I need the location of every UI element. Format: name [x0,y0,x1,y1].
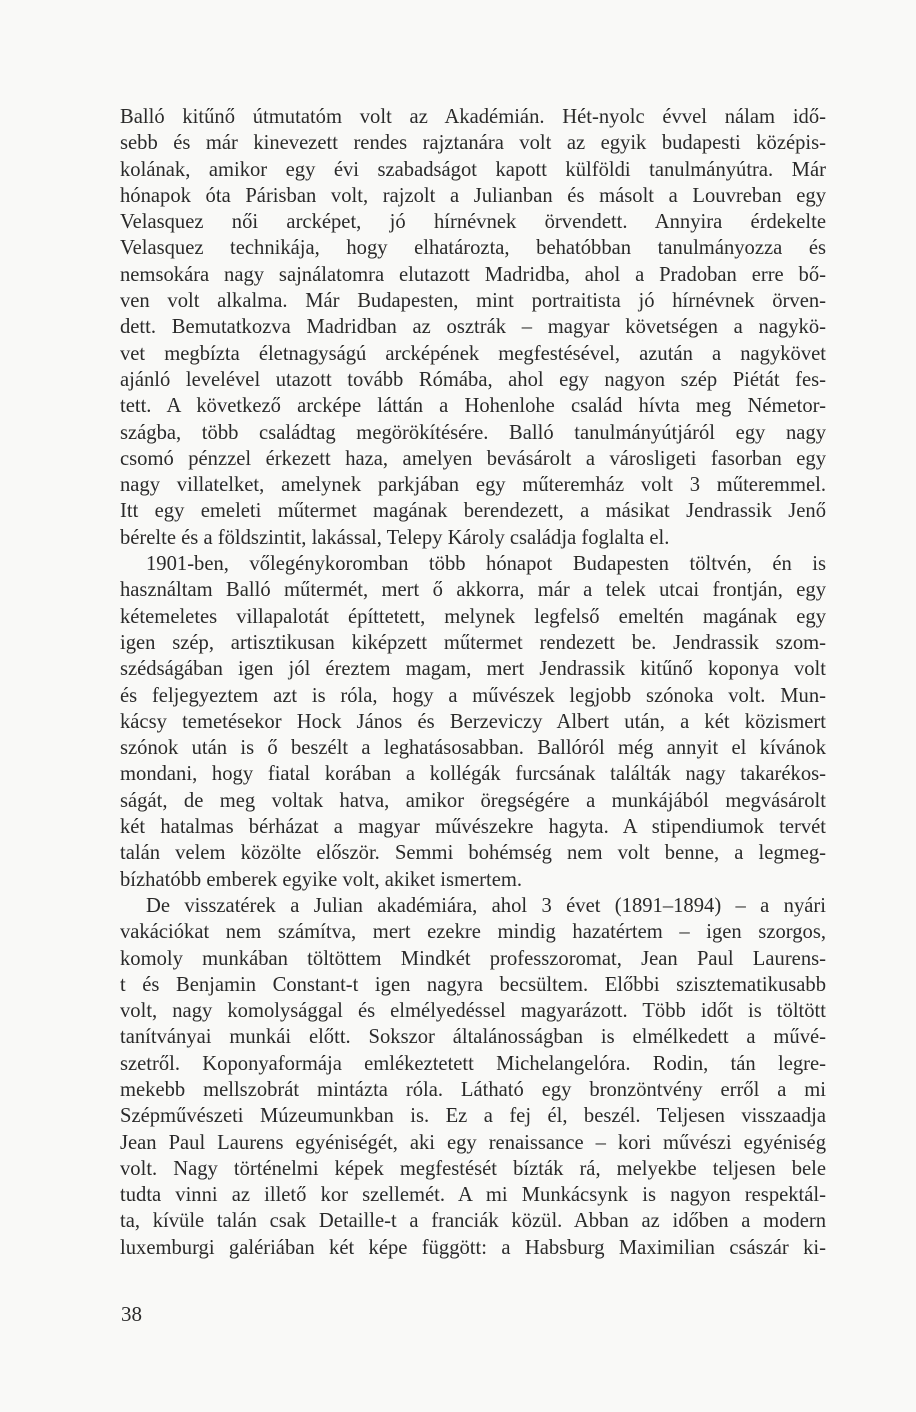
text-line: talán velem közölte először. Semmi bohémség nem volt benne, a legmeg- [120,842,826,865]
text-line: Jean Paul Laurens egyéniségét, aki egy renaissance – kori művészi egyéniség [120,1131,826,1154]
text-line: nemsokára nagy sajnálatomra elutazott Madridba, ahol a Pradoban erre bő- [120,263,826,286]
text-line: t és Benjamin Constant-t igen nagyra becsültem. Előbbi szisztematikusabb [120,973,826,996]
text-line: csomó pénzzel érkezett haza, amelyen bevásárolt a városligeti fasorban egy [120,447,826,470]
text-line: vet megbízta életnagyságú arcképének megfestésével, azután a nagykövet [120,342,826,365]
text-line: tett. A következő arcképe láttán a Hohenlohe család hívta meg Németor- [120,395,826,418]
text-line: két hatalmas bérházat a magyar művészekre hagyta. A stipendiumok tervét [120,816,826,839]
text-line: volt, nagy komolysággal és elmélyedéssel magyarázott. Több időt is töltött [120,1000,826,1023]
text-line: volt. Nagy történelmi képek megfestését bízták rá, melyekbe teljesen bele [120,1157,826,1180]
text-line: nagy villatelket, amelynek parkjában egy műteremház volt 3 műteremmel. [120,474,826,497]
text-line: komoly munkában töltöttem Mindkét professzoromat, Jean Paul Laurens- [120,947,826,970]
text-line: bérelte és a földszintit, lakással, Telepy Károly családja foglalta el. [120,526,670,549]
page-text-block [120,104,826,1261]
text-line: ságát, de meg voltak hatva, amikor öregségére a munkájából megvásárolt [120,789,826,812]
text-line: szágba, több családtag megörökítésére. Balló tanulmányútjáról egy nagy [120,421,826,444]
text-line: szónok után is ő beszélt a leghatásosabban. Ballóról még annyit el kívánok [120,737,826,760]
text-line: szédságában igen jól éreztem magam, mert Jendrassik kitűnő koponya volt [120,658,826,681]
text-line: Velasquez női arcképet, jó hírnévnek örvendett. Annyira érdekelte [120,211,826,234]
text-line: vakációkat nem számítva, mert ezekre mindig hazatértem – igen szorgos, [120,921,826,944]
text-line: ven volt alkalma. Már Budapesten, mint portraitista jó hírnévnek örven- [120,290,826,313]
text-line: mekebb mellszobrát mintázta róla. Látható egy bronzöntvény erről a mi [120,1078,826,1101]
text-line: Itt egy emeleti műtermet magának berendezett, a másikat Jendrassik Jenő [120,500,826,523]
text-line: kácsy temetésekor Hock János és Berzeviczy Albert után, a két közismert [120,710,826,733]
text-line: mondani, hogy fiatal korában a kollégák furcsának találták nagy takarékos- [120,763,826,786]
text-line: De visszatérek a Julian akadémiára, ahol 3 évet (1891–1894) – a nyári [146,894,826,917]
text-line: luxemburgi galériában két képe függött: a Habsburg Maximilian császár ki- [120,1236,826,1259]
text-line: ajánló levelével utazott tovább Rómába, ahol egy nagyon szép Piétát fes- [120,368,826,391]
text-line: ta, kívüle talán csak Detaille-t a franciák közül. Abban az időben a modern [120,1210,826,1233]
text-line: és feljegyeztem azt is róla, hogy a művészek legjobb szónoka volt. Mun- [120,684,826,707]
text-line: szetről. Koponyaformája emlékeztetett Michelangelóra. Rodin, tán legre- [120,1052,826,1075]
paragraph-1 [120,104,826,551]
text-line: kétemeletes villapalotát építtetett, melynek legfelső emeltén magának egy [120,605,826,628]
text-line: sebb és már kinevezett rendes rajztanára volt az egyik budapesti középis- [120,132,826,155]
text-line: kolának, amikor egy évi szabadságot kapott külföldi tanulmányútra. Már [120,158,826,181]
text-line: Velasquez technikája, hogy elhatározta, behatóbban tanulmányozza és [120,237,826,260]
text-line: tanítványai munkái előtt. Sokszor általánosságban is elmélkedett a művé- [120,1026,826,1049]
text-line: Balló kitűnő útmutatóm volt az Akadémián. Hét-nyolc évvel nálam idő- [120,106,826,128]
text-line: igen szép, artisztikusan kiképzett műtermet rendezett be. Jendrassik szom- [120,631,826,654]
paragraph-2 [120,551,826,893]
text-line: 1901-ben, vőlegénykoromban több hónapot Budapesten töltvén, én is [146,553,826,576]
text-line: hónapok óta Párisban volt, rajzolt a Julianban és másolt a Louvreban egy [120,184,826,207]
text-line: bízhatóbb emberek egyike volt, akiket ismertem. [120,868,523,891]
text-line: tudta vinni az illető kor szellemét. A mi Munkácsynk is nagyon respektál- [120,1184,826,1207]
page-number: 38 [121,1302,142,1326]
text-line: használtam Balló műtermét, mert ő akkorra, már a telek utcai frontján, egy [120,579,826,602]
paragraph-3 [120,893,826,1261]
text-line: Szépművészeti Múzeumunkban is. Ez a fej él, beszél. Teljesen visszaadja [120,1105,826,1128]
text-line: dett. Bemutatkozva Madridban az osztrák – magyar követségen a nagykö- [120,316,826,339]
